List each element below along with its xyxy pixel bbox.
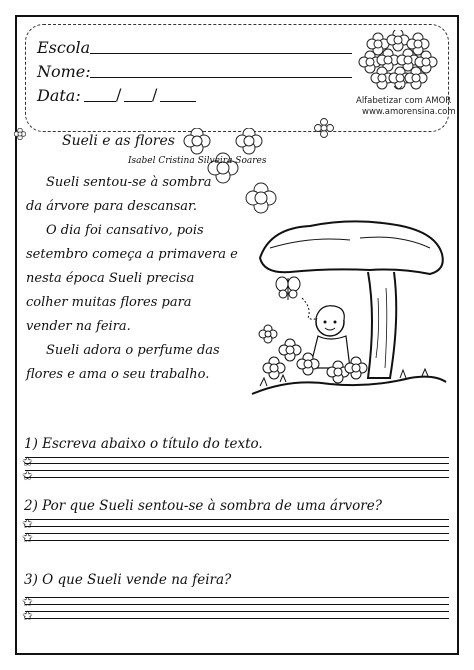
answer-line[interactable] [25, 457, 449, 458]
answer-line [25, 604, 449, 605]
story-line: O dia foi cansativo, pois [46, 223, 204, 238]
small-flower-icon [314, 118, 334, 138]
story-line: Sueli sentou-se à sombra [46, 175, 212, 190]
answer-line [25, 477, 449, 478]
logo-url: www.amorensina.com [362, 107, 456, 117]
question-1: 1) Escreva abaixo o título do texto. [24, 436, 263, 452]
date-slash-1: / [116, 85, 122, 104]
name-label: Nome: [37, 62, 91, 81]
small-flower-icon [14, 128, 26, 140]
answer-line [25, 526, 449, 527]
answer-line[interactable] [25, 519, 449, 520]
star-icon: ✩ [22, 455, 33, 470]
story-title: Sueli e as flores [62, 133, 175, 149]
star-icon: ✩ [22, 609, 33, 624]
date-year-line[interactable] [160, 101, 196, 102]
star-icon: ✩ [22, 469, 33, 484]
star-icon: ✩ [22, 531, 33, 546]
story-line: setembro começa a primavera e [26, 247, 238, 262]
girl-under-tree-illustration [250, 218, 450, 408]
date-label: Data: [37, 86, 81, 105]
answer-line [25, 463, 449, 464]
answer-line[interactable] [25, 597, 449, 598]
date-month-line[interactable] [124, 101, 152, 102]
story-line: vender na feira. [26, 319, 131, 334]
flower-bouquet-logo-icon [356, 30, 440, 94]
story-line: Sueli adora o perfume das [46, 343, 220, 358]
story-line: colher muitas flores para [26, 295, 192, 310]
logo-brand: Alfabetizar com AMOR [356, 96, 452, 106]
answer-line [25, 540, 449, 541]
question-2: 2) Por que Sueli sentou-se à sombra de uma árvore? [24, 498, 382, 514]
school-label: Escola [37, 38, 91, 57]
story-author: Isabel Cristina Silveira Soares [128, 156, 267, 166]
question-3: 3) O que Sueli vende na feira? [24, 572, 232, 588]
star-icon: ✩ [22, 517, 33, 532]
answer-line [25, 533, 449, 534]
story-line: da árvore para descansar. [26, 199, 197, 214]
name-line[interactable] [90, 77, 352, 78]
school-line[interactable] [90, 53, 352, 54]
date-slash-2: / [152, 85, 158, 104]
story-line: flores e ama o seu trabalho. [26, 367, 210, 382]
star-icon: ✩ [22, 595, 33, 610]
answer-line [25, 470, 449, 471]
decorative-flowers-icon [183, 128, 293, 218]
answer-line [25, 611, 449, 612]
story-line: nesta época Sueli precisa [26, 271, 195, 286]
answer-line [25, 618, 449, 619]
date-day-line[interactable] [84, 101, 116, 102]
